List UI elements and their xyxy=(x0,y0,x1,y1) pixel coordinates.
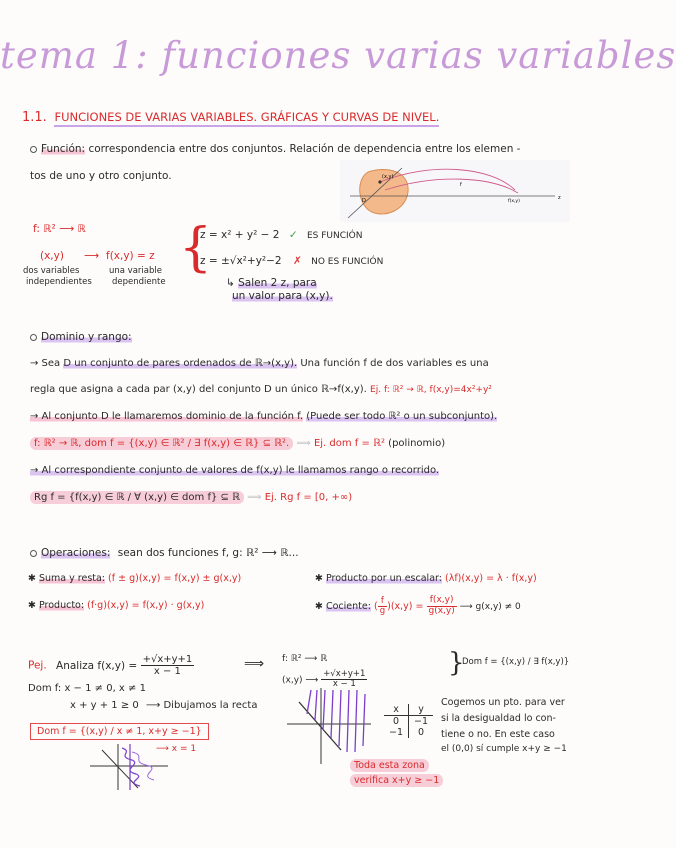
funcion-line-1 xyxy=(30,143,520,155)
x1-label: ⟶ x = 1 xyxy=(156,744,197,754)
bullet-icon xyxy=(30,550,37,557)
section-title: FUNCIONES DE VARIAS VARIABLES. GRÁFICAS Y CURVAS DE NIVEL. xyxy=(54,110,439,127)
values-table xyxy=(384,704,433,738)
dominio-line-1 xyxy=(30,358,489,369)
dom-brace-text: Dom f = {(x,y) / ∃ f(x,y)} xyxy=(462,657,570,667)
operaciones-intro: sean dos funciones f, g: ℝ² ⟶ ℝ... xyxy=(117,547,299,559)
hatch-line xyxy=(331,690,333,738)
dominio-l2a: regla que asigna a cada par (x,y) del conjunto D un único ℝ→f(x,y). xyxy=(30,384,367,395)
hatch-line xyxy=(339,690,341,746)
diagram-label-f: f xyxy=(460,182,462,188)
comment-4: el (0,0) sí cumple x+y ≥ −1 xyxy=(441,744,567,754)
brace-icon: { xyxy=(179,218,213,278)
cociente-lhs-n: f xyxy=(378,597,387,607)
cociente-d: g(x,y) xyxy=(428,605,455,616)
op-producto-label: Producto: xyxy=(38,600,85,611)
example-2-eq: z = ±√x²+y²−2 xyxy=(200,255,282,267)
diagram-label-d: D xyxy=(362,198,366,204)
dominio-heading xyxy=(30,331,132,343)
cociente-mid: (x,y) = xyxy=(390,600,424,612)
graph-boundary xyxy=(299,702,341,750)
hatch-line xyxy=(347,690,349,752)
arrow-right-icon: ⟶ xyxy=(59,223,75,235)
dominio-l2b: Ej. f: ℝ² → ℝ, f(x,y)=4x²+y² xyxy=(370,385,492,395)
op-suma: ✱ Suma y resta: (f ± g)(x,y) = f(x,y) ± g(x,y) xyxy=(28,573,242,584)
dominio-l1a: → Sea xyxy=(30,358,61,369)
analiza-text: Analiza f(x,y) = xyxy=(56,659,138,672)
cross-icon: ✗ xyxy=(292,255,302,267)
diagram-label-xy: (x,y) xyxy=(382,174,394,180)
zona-text-2: verifica x+y ≥ −1 xyxy=(350,774,443,787)
gray-arrow-icon: ⟹ xyxy=(247,492,262,503)
example-1-eq: z = x² + y² − 2 xyxy=(200,229,280,241)
sketch-line xyxy=(102,750,138,788)
map-line-1: f: ℝ² ⟶ ℝ xyxy=(282,654,328,664)
dominio-l5: → Al correspondiente conjunto de valores de f(x,y) le llamamos rango o recorrido. xyxy=(30,465,440,476)
bullet-icon xyxy=(30,334,37,341)
zona-line-2 xyxy=(350,775,443,786)
funcion-label: Función: xyxy=(41,143,86,155)
dominio-line-3 xyxy=(30,411,497,422)
op-producto: ✱ Producto: (f·g)(x,y) = f(x,y) · g(x,y) xyxy=(28,600,205,611)
pej-label: Pej. xyxy=(28,659,47,672)
operaciones-heading-text: Operaciones: xyxy=(41,547,111,559)
ejemplo-den: x − 1 xyxy=(153,666,181,677)
ejemplo-num: +√x+y+1 xyxy=(142,654,193,665)
dominio-l4c: (polinomio) xyxy=(388,438,446,449)
mapping-f-codomain: ℝ xyxy=(77,223,86,235)
table-cell: 0 xyxy=(418,727,425,738)
values-table-grid xyxy=(384,704,433,738)
table-cell: 0 xyxy=(384,716,409,728)
op-producto-formula: (f·g)(x,y) = f(x,y) · g(x,y) xyxy=(87,600,205,611)
dominio-heading-text: Dominio y rango: xyxy=(41,331,132,343)
table-row xyxy=(384,727,433,738)
map2-text: (x,y) ⟶ xyxy=(282,675,319,686)
op-escalar-formula: (λf)(x,y) = λ · f(x,y) xyxy=(445,573,537,584)
dominio-l3a: → Al conjunto D le llamaremos dominio de la función f. xyxy=(30,411,304,422)
brace-right-icon: } xyxy=(448,648,465,678)
hatch-line xyxy=(315,690,317,720)
mapping-fxy: f(x,y) = z xyxy=(106,250,155,262)
dom-line-2 xyxy=(70,700,257,711)
gray-arrow-icon: ⟹ xyxy=(296,438,311,449)
dominio-line-6 xyxy=(30,492,352,503)
zona-text-1: Toda esta zona xyxy=(350,759,429,772)
ejemplo-line xyxy=(28,654,194,677)
table-cell: −1 xyxy=(384,727,409,738)
note-line-1: ↳ Salen 2 z, para xyxy=(226,277,317,289)
arrow-right-icon: ⟶ xyxy=(84,250,100,262)
dom-result-box: Dom f = {(x,y) / x ≠ 1, x+y ≥ −1} xyxy=(30,723,209,740)
funcion-text-2: tos de uno y otro conjunto. xyxy=(30,170,172,182)
dominio-line-4 xyxy=(30,438,445,449)
diagram-label-z: z xyxy=(558,195,561,201)
dom-line-1: Dom f: x − 1 ≠ 0, x ≠ 1 xyxy=(28,683,146,694)
table-cell: −1 xyxy=(414,716,429,727)
zona-line-1 xyxy=(350,760,429,771)
dominio-l4a: f: ℝ² → ℝ, dom f = {(x,y) ∈ ℝ² / ∃ f(x,y) ∈ ℝ} ⊆ ℝ². xyxy=(30,437,293,450)
op-suma-label: Suma y resta: xyxy=(38,573,106,584)
note-line-2 xyxy=(232,290,333,302)
map-num: +√x+y+1 xyxy=(323,669,366,679)
bullet-icon xyxy=(30,146,37,153)
example-2 xyxy=(200,255,383,267)
section-number: 1.1. xyxy=(22,110,47,125)
funcion-text-1: correspondencia entre dos conjuntos. Relación de dependencia entre los elemen - xyxy=(88,143,521,155)
dominio-l3b: (Puede ser todo ℝ² o un subconjunto). xyxy=(306,411,498,422)
dominio-line-2 xyxy=(30,384,492,395)
op-cociente-label: Cociente: xyxy=(325,600,371,612)
label-una-variable: una variable xyxy=(109,266,162,276)
table-row xyxy=(384,716,433,728)
op-escalar-label: Producto por un escalar: xyxy=(325,573,442,584)
cociente-n: f(x,y) xyxy=(427,596,457,607)
dominio-l4b: Ej. dom f = ℝ² xyxy=(313,438,385,449)
dominio-l6a: Rg f = {f(x,y) ∈ ℝ / ∀ (x,y) ∈ dom f} ⊆ ℝ xyxy=(30,491,244,504)
dominio-l1c: Una función f de dos variables es una xyxy=(300,358,489,369)
inequality-graph xyxy=(285,686,375,766)
op-cociente-formula: ( $\frac{f}{g}$ )(x,y) = $\frac{f(x,y)}{g(x,y)}$ xyxy=(373,595,455,616)
label-dos-variables: dos variables xyxy=(23,266,80,276)
label-dependiente: dependiente xyxy=(112,277,166,287)
note-text-2: un valor para (x,y). xyxy=(232,290,333,302)
op-escalar: ✱ Producto por un escalar: (λf)(x,y) = λ · f(x,y) xyxy=(315,573,537,584)
hatch-line xyxy=(363,694,365,746)
mapping-f xyxy=(33,223,86,235)
function-diagram xyxy=(340,160,570,222)
comment-3: tiene o no. En este caso xyxy=(441,729,555,740)
table-header xyxy=(384,704,433,716)
op-suma-formula: (f ± g)(x,y) = f(x,y) ± g(x,y) xyxy=(108,573,242,584)
dom2b-text: ⟶ Dibujamos la recta xyxy=(145,700,258,711)
x1-text: x = 1 xyxy=(171,744,197,754)
dominio-line-5 xyxy=(30,465,439,476)
comment-2: si la desigualdad lo con- xyxy=(441,713,556,724)
example-1 xyxy=(200,229,362,241)
check-icon: ✓ xyxy=(288,229,298,241)
implies-icon: ⟹ xyxy=(244,656,265,672)
table-y-header: y xyxy=(409,704,434,716)
page-title: tema 1: funciones varias variables xyxy=(0,34,676,77)
cociente-lhs-d: g xyxy=(379,605,386,616)
dom2-text: x + y + 1 ≥ 0 xyxy=(70,700,139,711)
example-1-label: ES FUNCIÓN xyxy=(306,231,363,241)
hatch-line xyxy=(355,690,357,752)
point-xy xyxy=(378,180,381,183)
note-text-1: Salen 2 z, para xyxy=(238,277,317,289)
section-heading xyxy=(22,110,439,125)
map-den: x − 1 xyxy=(332,679,356,690)
op-cociente: ✱ Cociente: ( $\frac{f}{g}$ )(x,y) = $\frac{f(x,y)}{g(x,y)}$ ⟶ g(x,y) ≠ 0 xyxy=(315,595,521,616)
label-independientes: independientes xyxy=(26,277,92,287)
mapping-f-domain: f: ℝ² xyxy=(33,223,56,235)
dominio-l1b: D un conjunto de pares ordenados de ℝ→(x,y). xyxy=(63,358,298,369)
diagram-label-fxy: f(x,y) xyxy=(508,199,520,204)
operaciones-heading xyxy=(30,547,299,559)
hatch-line xyxy=(307,690,311,714)
cociente-cond: ⟶ g(x,y) ≠ 0 xyxy=(459,601,521,612)
dominio-l6b: Ej. Rg f = [0, +∞) xyxy=(264,492,353,503)
comment-1: Cogemos un pto. para ver xyxy=(441,697,565,708)
example-2-label: NO ES FUNCIÓN xyxy=(311,257,384,267)
mapping-xy: (x,y) xyxy=(40,250,64,262)
table-x-header: x xyxy=(384,704,409,716)
